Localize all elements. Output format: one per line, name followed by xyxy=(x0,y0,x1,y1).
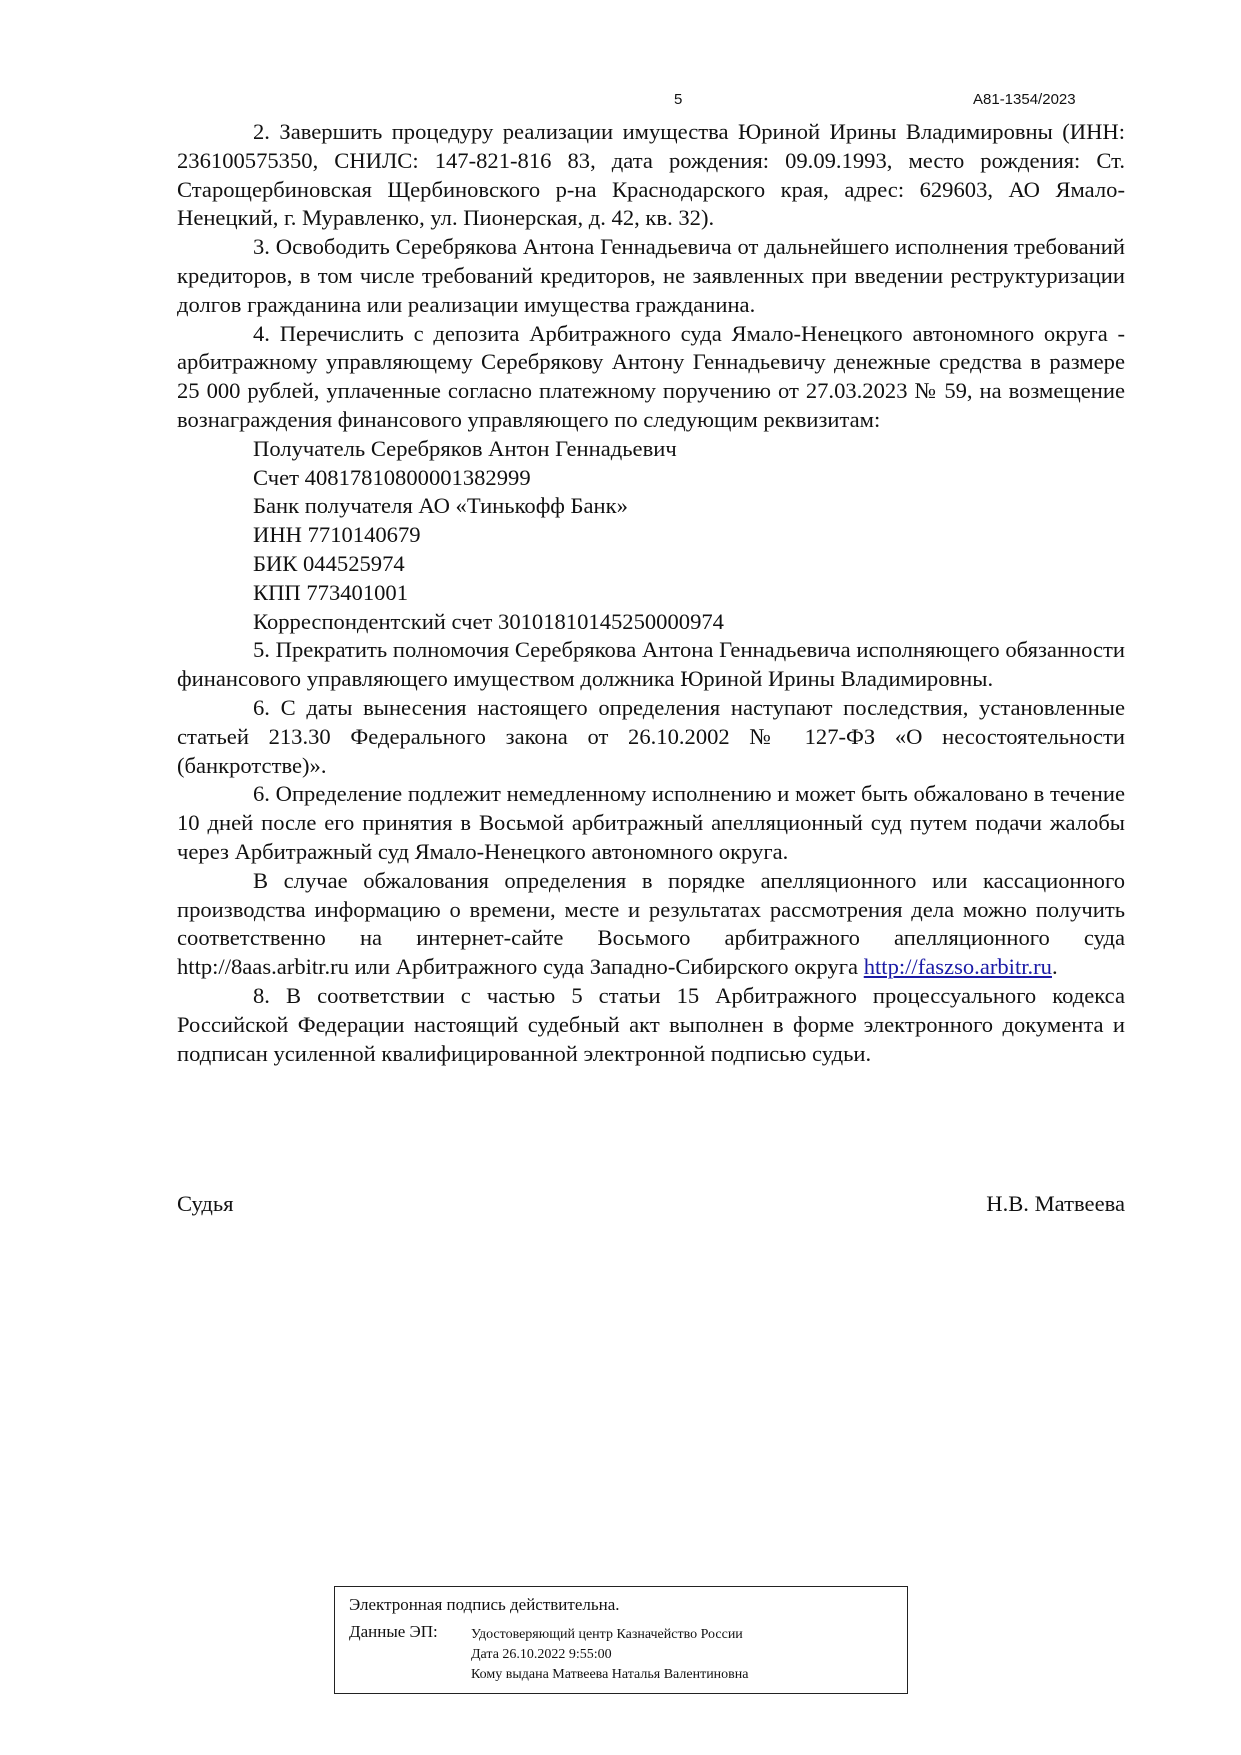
paragraph-7 xyxy=(177,867,1125,982)
paragraph-7-end: . xyxy=(1051,954,1058,980)
requisites-list xyxy=(177,435,1125,637)
stamp-date: Дата 26.10.2022 9:55:00 xyxy=(471,1647,612,1662)
requisite-inn: ИНН 7710140679 xyxy=(253,522,421,548)
requisite-kpp: КПП 773401001 xyxy=(253,579,409,605)
e-signature-stamp xyxy=(334,1586,908,1694)
paragraph-6b: 6. Определение подлежит немедленному исполнению и может быть обжаловано в течение 10 дней после его принятия в Восьмой арбитражный апелляционный суд путем подачи жалобы через Арбитражный суд Ямало-Ненецкого автономного округа. xyxy=(177,781,1125,864)
paragraph-7-text: В случае обжалования определения в порядке апелляционного или кассационного производства информацию о времени, месте и результатах рассмотрения дела можно получить соответственно на интернет-сайте Восьмого арбитражного апелляционного суда http://8aas.arbitr.ru или Арбитражного суда Западно-Сибирского округа xyxy=(177,867,1125,980)
requisite-recipient: Получатель Серебряков Антон Геннадьевич xyxy=(253,435,677,461)
paragraph-5: 5. Прекратить полномочия Серебрякова Антона Геннадьевича исполняющего обязанности финансового управляющего имуществом должника Юриной Ирины Владимировны. xyxy=(177,637,1125,692)
stamp-title: Электронная подпись действительна. xyxy=(349,1595,620,1614)
signature-name: Н.В. Матвеева xyxy=(986,1191,1125,1216)
document-body xyxy=(177,118,1125,1068)
page-number: 5 xyxy=(674,91,683,108)
signature-role: Судья xyxy=(177,1191,234,1216)
paragraph-4: 4. Перечислить с депозита Арбитражного суда Ямало-Ненецкого автономного округа - арбитражному управляющему Серебрякову Антону Геннадьевичу денежные средства в размере 25 000 рублей, уплаченные согласно платежному поручению от 27.03.2023 № 59, на возмещение вознаграждения финансового управляющего по следующим реквизитам: xyxy=(177,320,1125,432)
stamp-label: Данные ЭП: xyxy=(349,1622,438,1641)
case-number: А81-1354/2023 xyxy=(973,91,1076,108)
stamp-details xyxy=(471,1625,749,1685)
paragraph-2: 2. Завершить процедуру реализации имущества Юриной Ирины Владимировны (ИНН: 236100575350, СНИЛС: 147-821-816 83, дата рождения: 09.09.1993, место рождения: Ст. Старощербиновская Щербиновского р-на Краснодарского края, адрес: 629603, АО Ямало-Ненецкий, г. Муравленко, ул. Пионерская, д. 42, кв. 32). xyxy=(177,119,1125,231)
stamp-issuer: Удостоверяющий центр Казначейство России xyxy=(471,1627,743,1642)
requisite-corr-account: Корреспондентский счет 30101810145250000974 xyxy=(253,608,724,634)
paragraph-6a: 6. С даты вынесения настоящего определения наступают последствия, установленные статьей 213.30 Федерального закона от 26.10.2002 № 127-ФЗ «О несостоятельности (банкротстве)». xyxy=(177,694,1125,778)
paragraph-3: 3. Освободить Серебрякова Антона Геннадьевича от дальнейшего исполнения требований кредиторов, в том числе требований кредиторов, не заявленных при введении реструктуризации долгов гражданина или реализации имущества гражданина. xyxy=(177,234,1125,317)
requisite-bank: Банк получателя АО «Тинькофф Банк» xyxy=(253,493,628,519)
signature-block xyxy=(177,1191,1125,1217)
requisite-bik: БИК 044525974 xyxy=(253,550,405,576)
stamp-owner: Кому выдана Матвеева Наталья Валентиновна xyxy=(471,1667,749,1682)
paragraph-8: 8. В соответствии с частью 5 статьи 15 Арбитражного процессуального кодекса Российской Федерации настоящий судебный акт выполнен в форме электронного документа и подписан усиленной квалифицированной электронной подписью судьи. xyxy=(177,982,1125,1066)
requisite-account: Счет 40817810800001382999 xyxy=(253,464,531,490)
faszso-link[interactable]: http://faszso.arbitr.ru xyxy=(863,954,1052,980)
